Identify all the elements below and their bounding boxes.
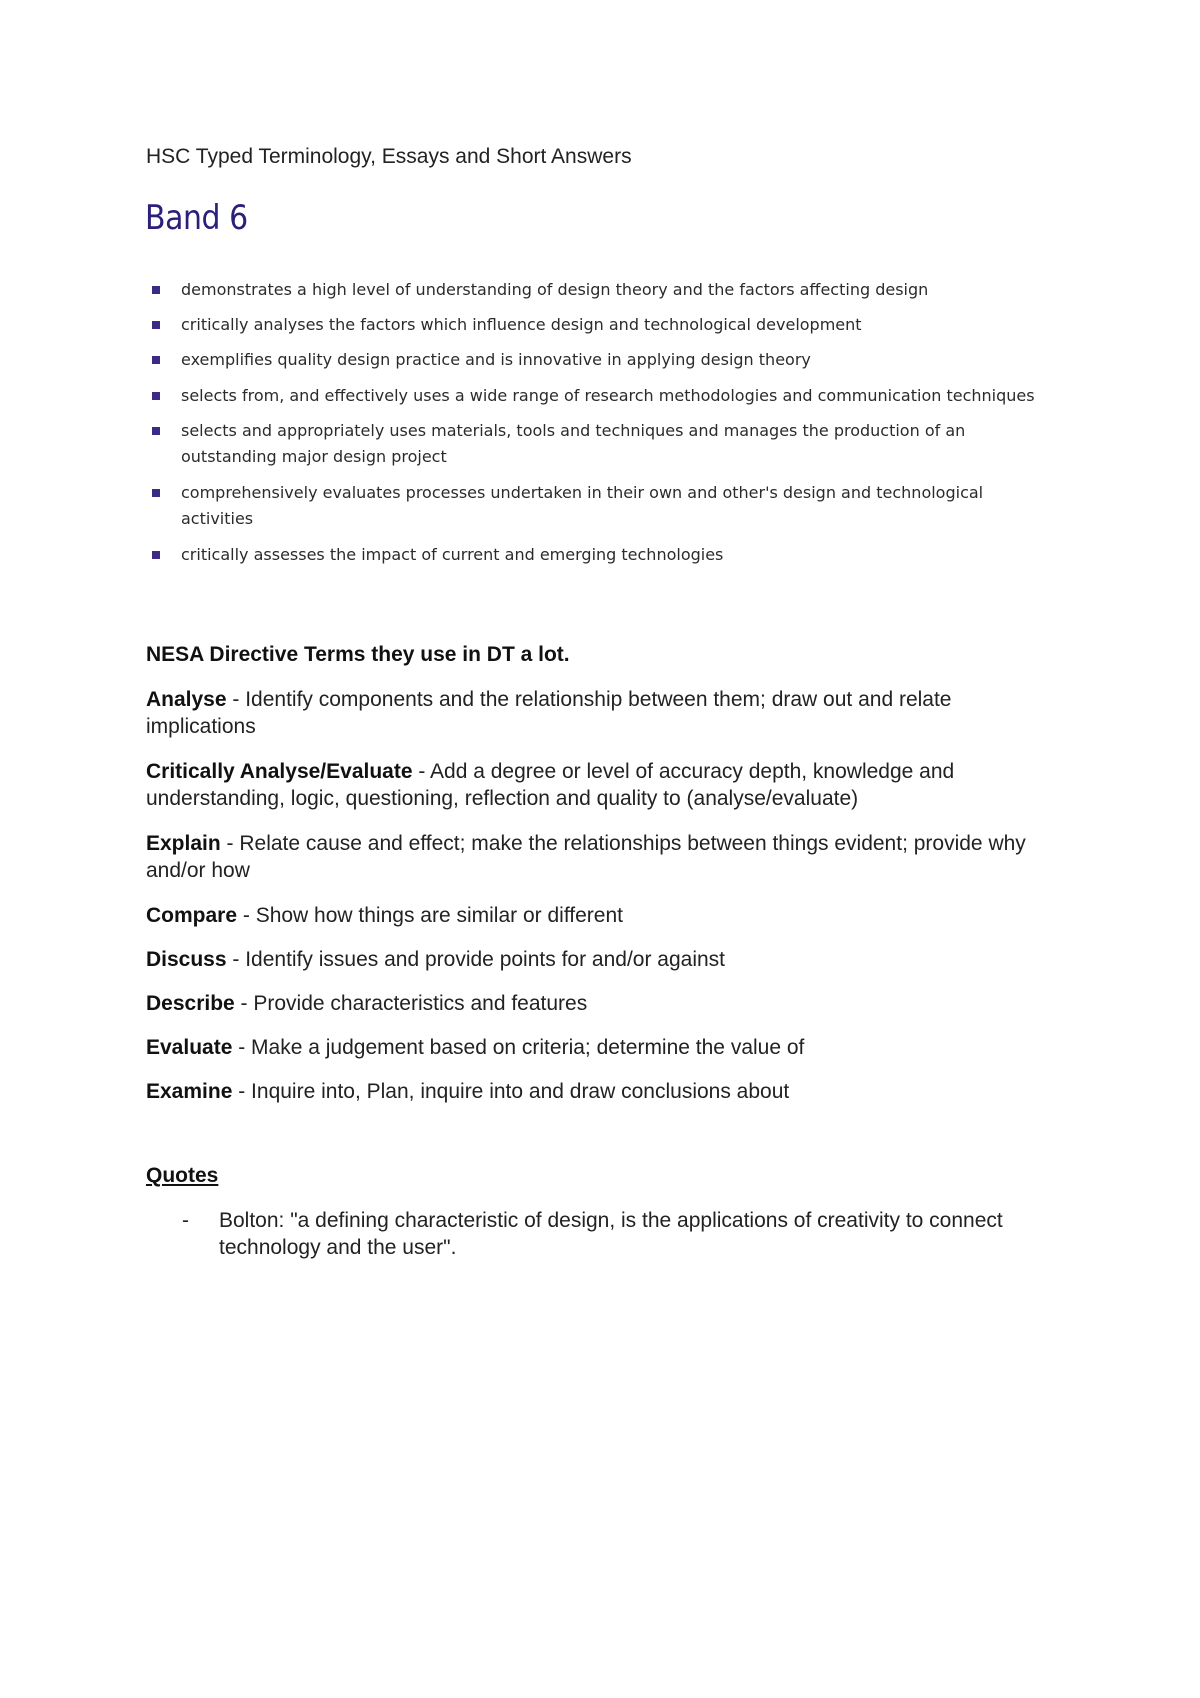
term-name: Compare xyxy=(146,904,238,927)
band-criteria-item xyxy=(148,277,1068,303)
quotes-heading: Quotes xyxy=(146,1164,219,1187)
term-name: Explain xyxy=(146,832,221,855)
quote-list-item xyxy=(146,1207,1066,1261)
term-definition: - Provide characteristics and features xyxy=(234,992,588,1015)
dash-bullet: - xyxy=(182,1209,189,1232)
term-definition: - Identify components and the relationship between them; draw out and relate implications xyxy=(146,688,952,738)
band-criteria-text: selects and appropriately uses materials, tools and techniques and manages the production of an outstanding major design project xyxy=(181,421,966,466)
square-bullet-icon xyxy=(152,489,160,497)
directive-term xyxy=(146,830,1066,884)
term-name: Describe xyxy=(146,992,235,1015)
square-bullet-icon xyxy=(152,286,160,294)
term-name: Examine xyxy=(146,1080,233,1103)
band-criteria-text: demonstrates a high level of understanding of design theory and the factors affecting design xyxy=(181,280,929,299)
term-name: Critically Analyse/Evaluate xyxy=(146,760,413,783)
term-name: Analyse xyxy=(146,688,227,711)
term-definition: - Show how things are similar or different xyxy=(237,904,623,927)
directive-term xyxy=(146,902,1066,929)
term-definition: - Identify issues and provide points for and/or against xyxy=(226,948,725,971)
square-bullet-icon xyxy=(152,551,160,559)
directive-term xyxy=(146,990,1066,1017)
term-name: Evaluate xyxy=(146,1036,233,1059)
directive-term xyxy=(146,758,1066,812)
quote-text: Bolton: "a defining characteristic of design, is the applications of creativity to connect technology and the user". xyxy=(219,1209,1003,1259)
band-heading: Band 6 xyxy=(145,198,248,238)
band-criteria-text: critically assesses the impact of current and emerging technologies xyxy=(181,545,724,564)
band-criteria-text: comprehensively evaluates processes undertaken in their own and other's design and technological activities xyxy=(181,483,984,528)
term-definition: - Relate cause and effect; make the relationships between things evident; provide why and/or how xyxy=(146,832,1026,882)
square-bullet-icon xyxy=(152,392,160,400)
band-criteria-item xyxy=(148,542,1068,568)
band-criteria-item xyxy=(148,480,1068,532)
directive-term xyxy=(146,1034,1066,1061)
directive-term xyxy=(146,946,1066,973)
square-bullet-icon xyxy=(152,356,160,364)
directive-term xyxy=(146,1078,1066,1105)
square-bullet-icon xyxy=(152,321,160,329)
document-title: HSC Typed Terminology, Essays and Short Answers xyxy=(146,145,632,168)
square-bullet-icon xyxy=(152,427,160,435)
band-criteria-text: critically analyses the factors which influence design and technological development xyxy=(181,315,862,334)
band-criteria-text: exemplifies quality design practice and is innovative in applying design theory xyxy=(181,350,811,369)
directive-term xyxy=(146,686,1066,740)
term-definition: - Inquire into, Plan, inquire into and draw conclusions about xyxy=(232,1080,790,1103)
term-definition: - Add a degree or level of accuracy depth, knowledge and understanding, logic, questioning, reflection and quality to (analyse/evaluate) xyxy=(146,760,955,810)
band-criteria-item xyxy=(148,418,1068,470)
band-criteria-text: selects from, and effectively uses a wide range of research methodologies and communication techniques xyxy=(181,386,1035,405)
directive-terms-heading: NESA Directive Terms they use in DT a lot. xyxy=(146,643,570,666)
term-name: Discuss xyxy=(146,948,227,971)
term-definition: - Make a judgement based on criteria; determine the value of xyxy=(232,1036,805,1059)
band-criteria-item xyxy=(148,347,1068,373)
band-criteria-item xyxy=(148,312,1068,338)
band-criteria-item xyxy=(148,383,1068,409)
